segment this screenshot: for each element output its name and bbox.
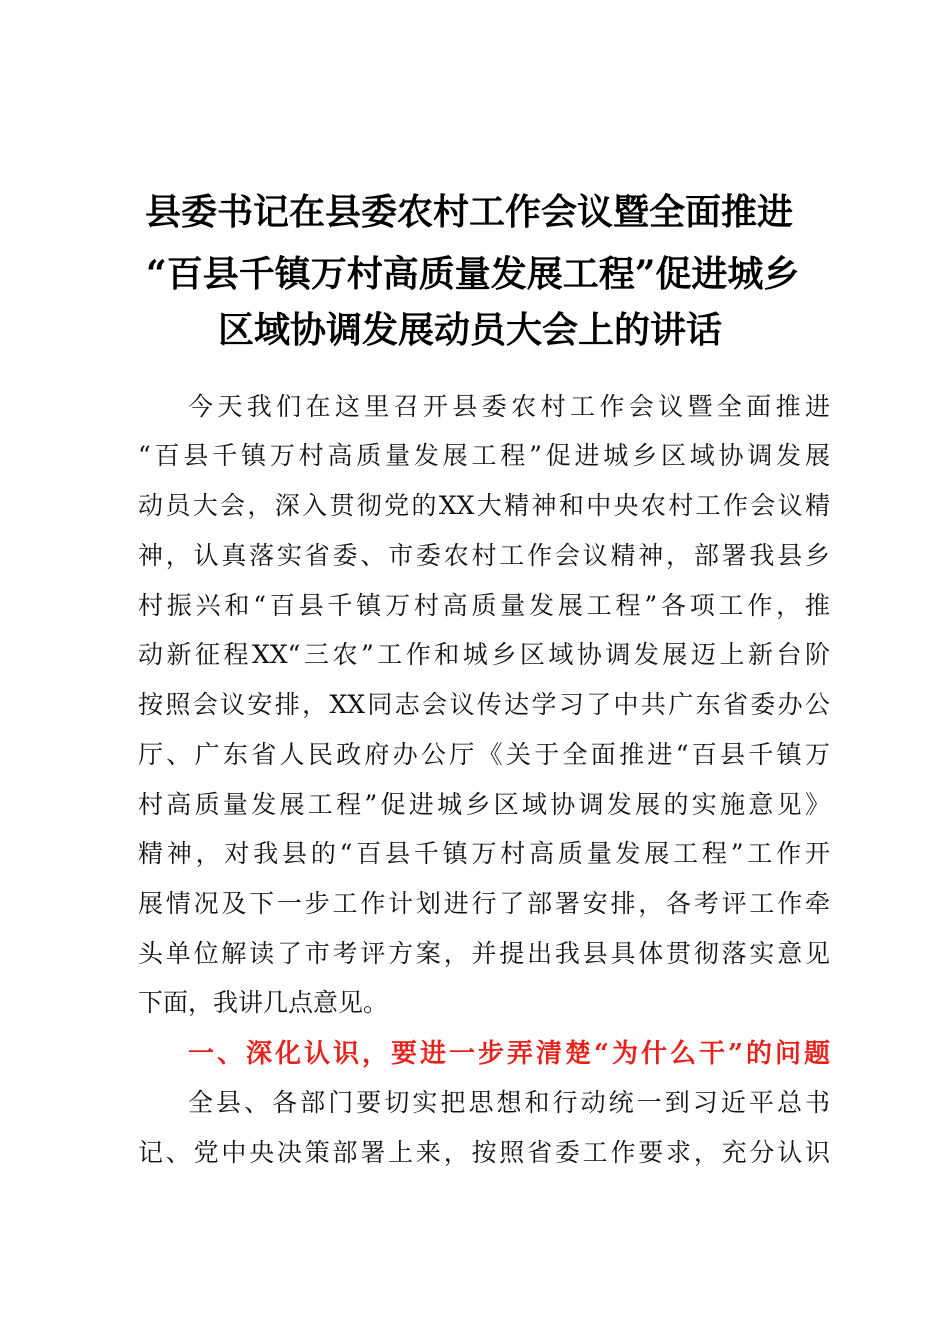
body-line-6: 动新征程XX“三农”工作和城乡区域协调发展迈上新台阶 (138, 640, 830, 669)
body-line-2: “百县千镇万村高质量发展工程”促进城乡区域协调发展 (138, 441, 830, 470)
section-line-2: 记、党中央决策部署上来，按照省委工作要求，充分认识 (138, 1138, 830, 1167)
body-line-9: 村高质量发展工程”促进城乡区域协调发展的实施意见》 (138, 790, 830, 819)
body-line-8: 厅、广东省人民政府办公厅《关于全面推进“百县千镇万 (138, 740, 830, 769)
document-title-line-3: 区域协调发展动员大会上的讲话 (218, 309, 723, 351)
section-line-1: 全县、各部门要切实把思想和行动统一到习近平总书 (188, 1088, 830, 1117)
body-line-11: 展情况及下一步工作计划进行了部署安排，各考评工作牵 (138, 889, 830, 918)
body-line-4: 神，认真落实省委、市委农村工作会议精神，部署我县乡 (138, 541, 830, 570)
body-line-5: 村振兴和“百县千镇万村高质量发展工程”各项工作，推 (138, 591, 830, 620)
document-title-line-1: 县委书记在县委农村工作会议暨全面推进 (145, 191, 794, 233)
document-title-line-2: “百县千镇万村高质量发展工程”促进城乡 (146, 253, 800, 295)
section-heading: 一、深化认识，要进一步弄清楚“为什么干”的问题 (188, 1039, 830, 1069)
body-line-12: 头单位解读了市考评方案，并提出我县具体贯彻落实意见 (138, 939, 830, 968)
body-line-1: 今天我们在这里召开县委农村工作会议暨全面推进 (188, 392, 830, 421)
body-line-10: 精神，对我县的“百县千镇万村高质量发展工程”工作开 (138, 839, 830, 868)
body-line-7: 按照会议安排，XX同志会议传达学习了中共广东省委办公 (138, 690, 830, 719)
body-line-3: 动员大会，深入贯彻党的XX大精神和中央农村工作会议精 (138, 491, 830, 520)
body-line-13: 下面，我讲几点意见。 (138, 988, 389, 1017)
